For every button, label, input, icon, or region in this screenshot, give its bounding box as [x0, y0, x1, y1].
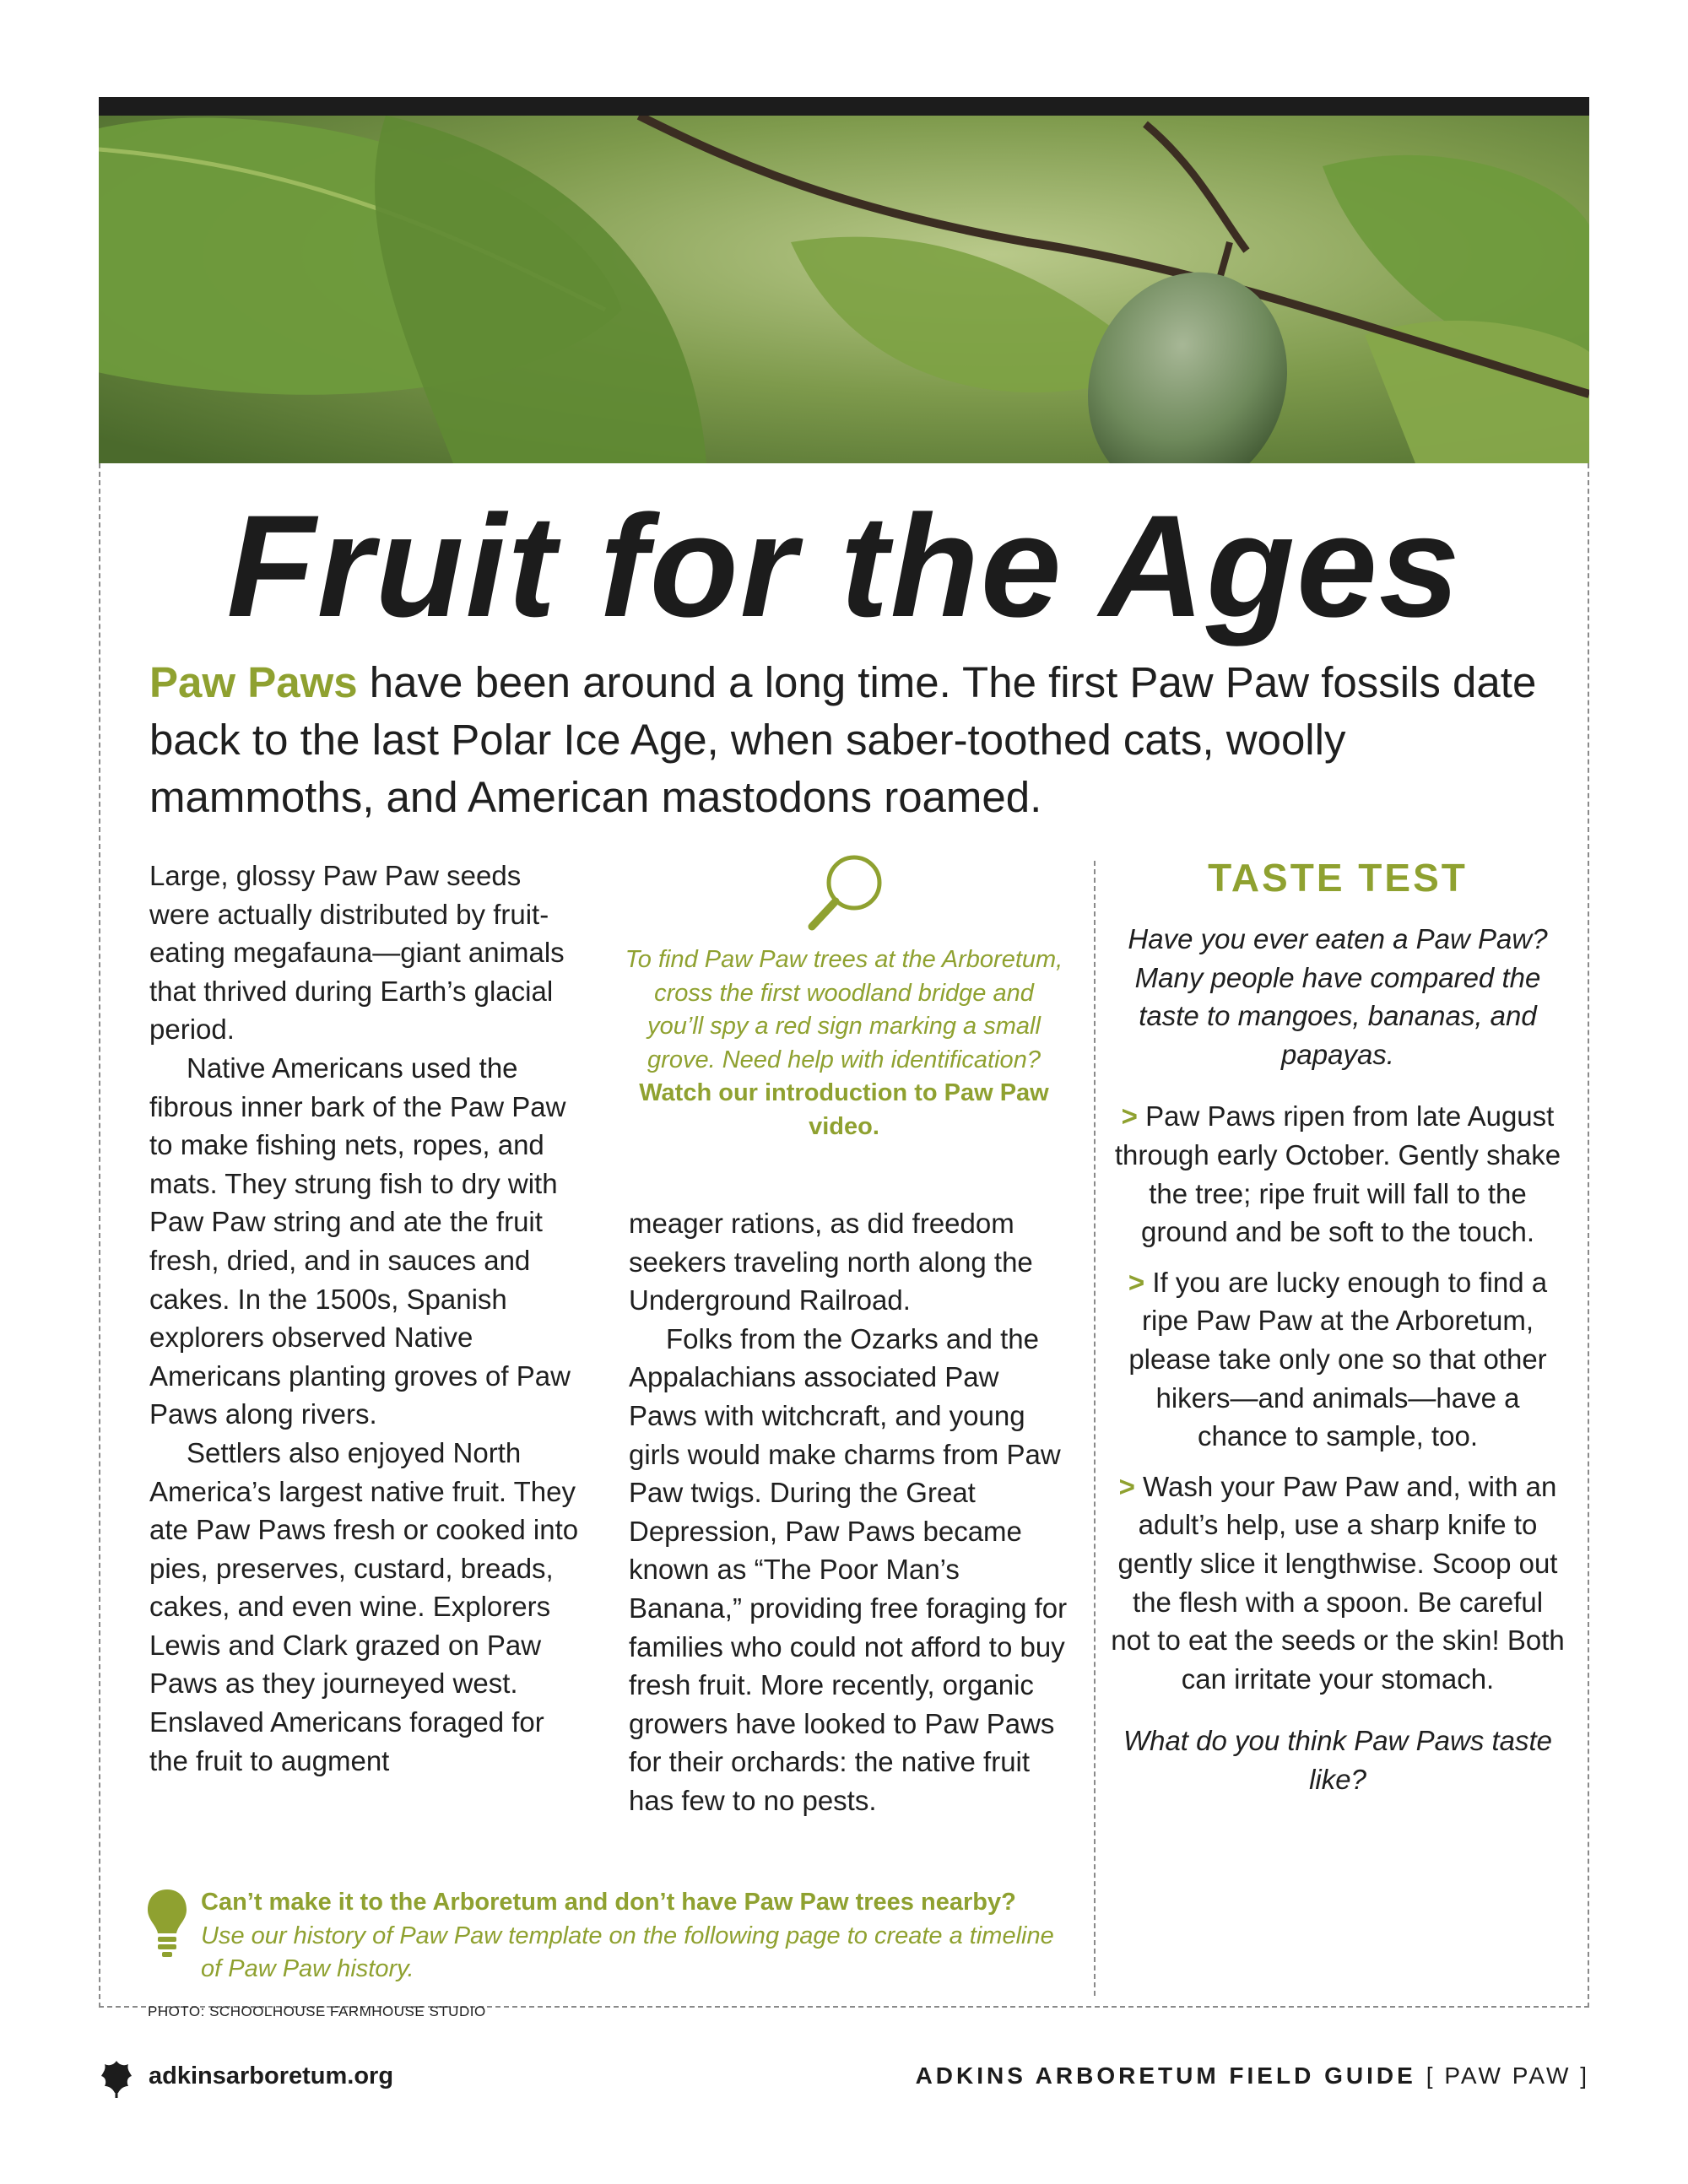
body-paragraph: meager rations, as did freedom seekers traveling north along the Underground Railroad. — [629, 1208, 1033, 1316]
arrow-icon: > — [1118, 1470, 1135, 1502]
callout-italic: Use our history of Paw Paw template on the following page to create a timeline of Paw Paw history. — [201, 1922, 1054, 1982]
sidebar-item-text: If you are lucky enough to find a ripe Paw Paw at the Arboretum, please take only one so that other hikers—and animals—have a chance to sample, too. — [1128, 1266, 1548, 1452]
website-link[interactable]: adkinsarboretum.org — [149, 2062, 394, 2089]
body-paragraph: Folks from the Ozarks and the Appalachians associated Paw Paws with witchcraft, and young girls would make charms from Paw Paw twigs. During the Great Depression, Paw Paws became known as “The Poor Man’s Banana,” providing free foraging for families who could not afford to buy fresh fruit. More recently, organic growers have looked to Paw Paws for their orchards: the native fruit has few to no pests. — [629, 1322, 1068, 1816]
body-column-2 — [629, 1204, 1068, 1820]
sidebar-item-text: Paw Paws ripen from late August through early October. Gently shake the tree; ripe fruit will fall to the ground and be soft to the touch. — [1114, 1100, 1561, 1248]
sidebar-closing: What do you think Paw Paws taste like? — [1123, 1725, 1553, 1795]
sidebar-heading: TASTE TEST — [1208, 856, 1468, 900]
sidebar-item — [1110, 1263, 1566, 1456]
arrow-icon: > — [1121, 1100, 1138, 1133]
timeline-callout — [201, 1886, 1062, 1987]
tip-text: To find Paw Paw trees at the Arboretum, cross the first woodland bridge and you’ll spy a red sign marking a small grove. Need help with identification? — [625, 946, 1063, 1073]
intro-lead: Paw Paws — [149, 658, 358, 706]
leaf-logo-icon — [100, 2059, 133, 2098]
arrow-icon: > — [1128, 1266, 1145, 1298]
body-paragraph: Native Americans used the fibrous inner bark of the Paw Paw to make fishing nets, ropes, and mats. They strung fish to dry with Paw Paw string and ate the fruit fresh, dried, and in sauces and cakes. In the 1500s, Spanish explorers observed Native Americans planting groves of Paw Paws along rivers. — [149, 1051, 571, 1430]
sidebar-item-text: Wash your Paw Paw and, with an adult’s help, use a sharp knife to gently slice it lengthwise. Scoop out the flesh with a spoon. Be careful not to eat the seeds or the skin! Both can irritate your stomach. — [1111, 1470, 1565, 1695]
sidebar-question: Have you ever eaten a Paw Paw? Many people have compared the taste to mangoes, bananas, and papayas. — [1128, 923, 1548, 1070]
intro-text: have been around a long time. The first Paw Paw fossils date back to the last Polar Ice Age, when saber-toothed cats, woolly mammoths, and American mastodons roamed. — [149, 658, 1537, 821]
photo-credit: PHOTO: SCHOOLHOUSE FARMHOUSE STUDIO — [148, 2003, 486, 2019]
page-title: Fruit for the Ages — [226, 485, 1462, 647]
find-trees-tip — [625, 943, 1063, 1143]
paw-paw-fruit-photo-icon — [99, 116, 1589, 463]
column-divider — [1094, 861, 1096, 1996]
sidebar-item — [1110, 1468, 1566, 1699]
top-bar — [99, 97, 1589, 116]
sidebar-item — [1110, 1097, 1566, 1251]
taste-test-sidebar — [1110, 852, 1566, 1826]
footer-guide-label — [916, 2062, 1589, 2089]
guide-tag: [ PAW PAW ] — [1426, 2062, 1589, 2089]
body-paragraph: Settlers also enjoyed North America’s largest native fruit. They ate Paw Paws fresh or cooked into pies, preserves, custard, breads, cakes, and even wine. Explorers Lewis and Clark grazed on Paw Paws as they journeyed west. Enslaved Americans foraged for the fruit to augment — [149, 1436, 579, 1776]
lightbulb-icon — [146, 1888, 188, 1959]
intro-video-link[interactable]: Watch our introduction to Paw Paw video. — [639, 1079, 1049, 1140]
guide-title: ADKINS ARBORETUM FIELD GUIDE — [915, 2062, 1416, 2089]
intro-paragraph — [149, 654, 1550, 826]
body-column-1 — [149, 857, 588, 1780]
callout-bold: Can’t make it to the Arboretum and don’t have Paw Paw trees nearby? — [201, 1889, 1016, 1916]
body-paragraph: Large, glossy Paw Paw seeds were actually distributed by fruit-eating megafauna—giant animals that thrived during Earth’s glacial period. — [149, 860, 565, 1046]
magnifying-glass-icon — [802, 851, 895, 935]
hero-photo — [99, 116, 1589, 463]
